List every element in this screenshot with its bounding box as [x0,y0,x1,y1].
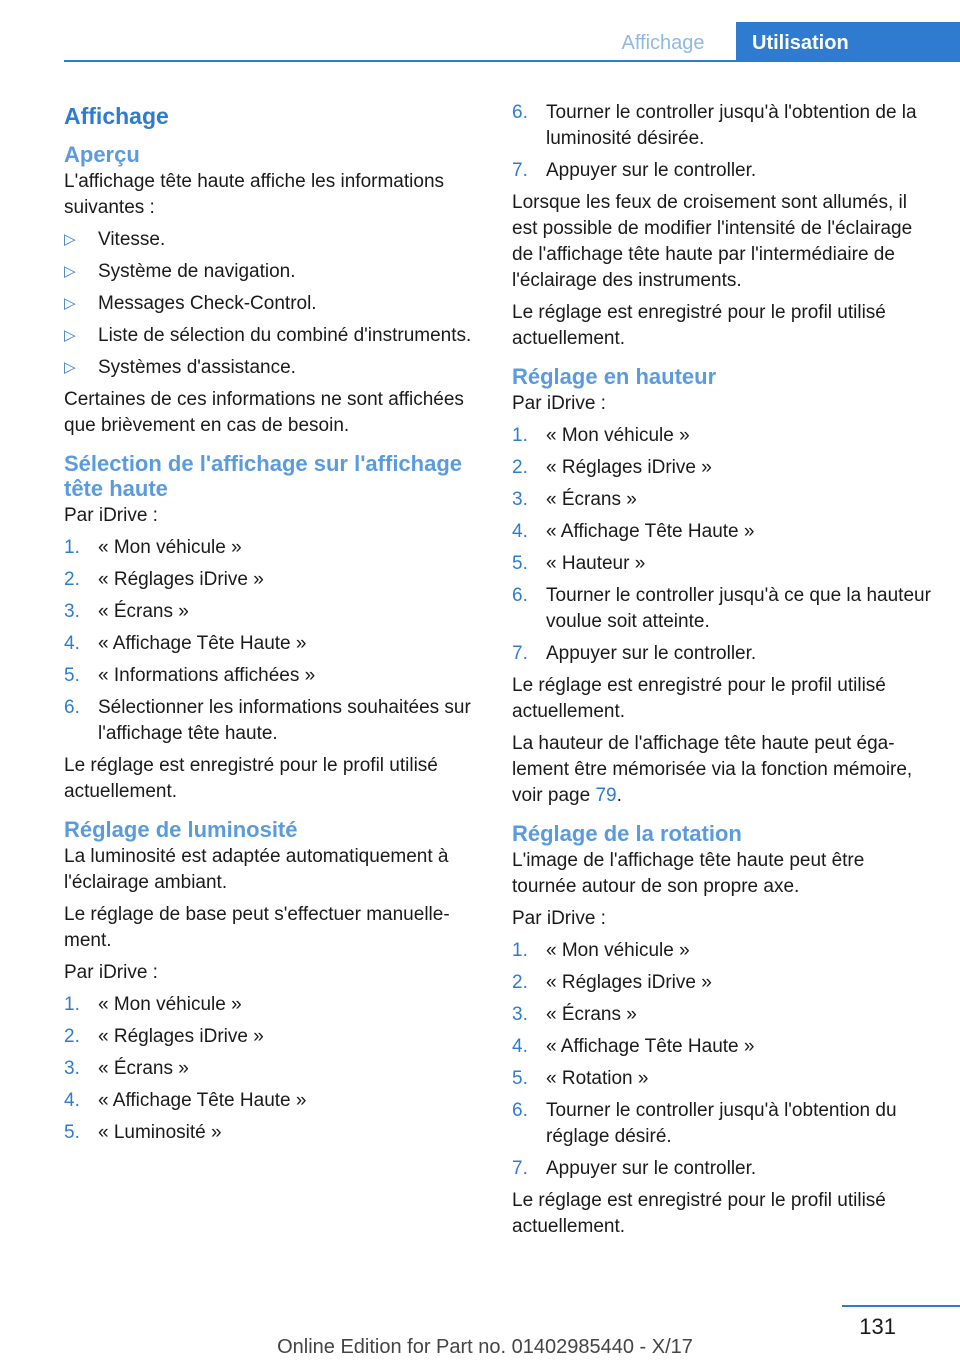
list-item: ▷ Systèmes d'assistance. [64,355,482,381]
step-item: 5. « Informations affichées » [64,665,316,686]
step-item: 3. « Écrans » [512,1004,637,1025]
brightness-heading: Réglage de luminosité [64,817,298,842]
list-item: ▷ Système de navigation. [64,259,482,285]
step-item: 3. « Écrans » [512,489,637,510]
rotation-section [512,821,932,1240]
rotation-intro: Par iDrive : [512,908,606,929]
step-item: 6. Tourner le controller jusqu'à ce que la hauteur voulue soit atteinte. [512,585,931,632]
step-item: 2. « Réglages iDrive » [512,457,712,478]
step-item: 2. « Réglages iDrive » [64,1026,264,1047]
step-item: 3. « Écrans » [64,1058,189,1079]
brightness-intro: Par iDrive : [64,962,158,983]
page-number: 131 [859,1314,896,1339]
footer-rule [842,1305,960,1307]
step-item: 4. « Affichage Tête Haute » [512,521,755,542]
triangle-bullet-icon: ▷ [64,295,76,312]
page-reference-link[interactable]: 79 [595,785,617,806]
step-item: 7. Appuyer sur le controller. [512,643,757,664]
step-item: 1. « Mon véhicule » [512,425,690,446]
height-intro: Par iDrive : [512,393,606,414]
right-column [512,100,932,1246]
brightness-note: Lorsque les feux de croisement sont allumés, il est possible de modifier l'intensité de l'éclairage de l'affichage tête haute par l'intermédiaire de l'éclairage des instruments. [512,192,913,291]
rotation-steps [512,938,932,1182]
step-item: 6. Sélectionner les informations souhaitées sur l'affichage tête haute. [64,697,471,744]
brightness-p2: Le réglage de base peut s'effectuer manuellement. [64,904,450,951]
step-item: 1. « Mon véhicule » [512,940,690,961]
height-outro: Le réglage est enregistré pour le profil utilisé actuellement. [512,675,886,722]
step-item: 5. « Luminosité » [64,1122,222,1143]
brightness-steps-continued [512,100,932,184]
rotation-outro: Le réglage est enregistré pour le profil utilisé actuellement. [512,1190,886,1237]
step-item: 5. « Rotation » [512,1068,649,1089]
height-memory-note: La hauteur de l'affichage tête haute peut également être mémorisée via la fonction mémoire, voir page 79. [512,733,913,806]
step-item: 4. « Affichage Tête Haute » [64,633,307,654]
brightness-steps [64,992,482,1146]
brightness-section [64,817,482,1146]
edition-footer: Online Edition for Part no. 01402985440 - X/17 [277,1336,693,1358]
selection-outro: Le réglage est enregistré pour le profil utilisé actuellement. [64,755,438,802]
triangle-bullet-icon: ▷ [64,359,76,376]
step-item: 2. « Réglages iDrive » [64,569,264,590]
step-item: 6. Tourner le controller jusqu'à l'obtention de la luminosité désirée. [512,102,917,149]
step-item: 3. « Écrans » [64,601,189,622]
step-item: 4. « Affichage Tête Haute » [512,1036,755,1057]
rotation-heading: Réglage de la rotation [512,821,742,846]
overview-intro: L'affichage tête haute affiche les informations suivantes : [64,171,445,218]
step-item: 4. « Affichage Tête Haute » [64,1090,307,1111]
overview-heading: Aperçu [64,142,140,167]
overview-list [64,227,482,381]
header-chapter-tab[interactable]: Utilisation [736,22,960,62]
selection-intro: Par iDrive : [64,505,158,526]
height-section [512,364,932,809]
rotation-p1: L'image de l'affichage tête haute peut être tournée autour de son propre axe. [512,850,865,897]
step-item: 2. « Réglages iDrive » [512,972,712,993]
step-item: 6. Tourner le controller jusqu'à l'obtention du réglage désiré. [512,1100,897,1147]
list-item: ▷ Messages Check-Control. [64,291,482,317]
height-heading: Réglage en hauteur [512,364,717,389]
left-column [64,100,482,1152]
step-item: 1. « Mon véhicule » [64,537,242,558]
triangle-bullet-icon: ▷ [64,327,76,344]
triangle-bullet-icon: ▷ [64,231,76,248]
selection-section [64,451,482,805]
step-item: 1. « Mon véhicule » [64,994,242,1015]
list-item: ▷ Vitesse. [64,227,482,253]
brightness-outro: Le réglage est enregistré pour le profil utilisé actuellement. [512,302,886,349]
brightness-p1: La luminosité est adaptée automatiquement à l'éclairage ambiant. [64,846,449,893]
height-steps [512,423,932,667]
selection-heading: Sélection de l'affichage sur l'affichage tête haute [64,451,463,501]
header-section-tab[interactable]: Affichage [621,32,705,54]
selection-steps [64,535,482,747]
step-item: 5. « Hauteur » [512,553,646,574]
step-item: 7. Appuyer sur le controller. [512,160,757,181]
overview-note: Certaines de ces informations ne sont affichées que brièvement en cas de besoin. [64,389,464,436]
step-item: 7. Appuyer sur le controller. [512,1158,757,1179]
list-item: ▷ Liste de sélection du combiné d'instruments. [64,323,482,349]
page-title: Affichage [64,103,169,129]
triangle-bullet-icon: ▷ [64,263,76,280]
